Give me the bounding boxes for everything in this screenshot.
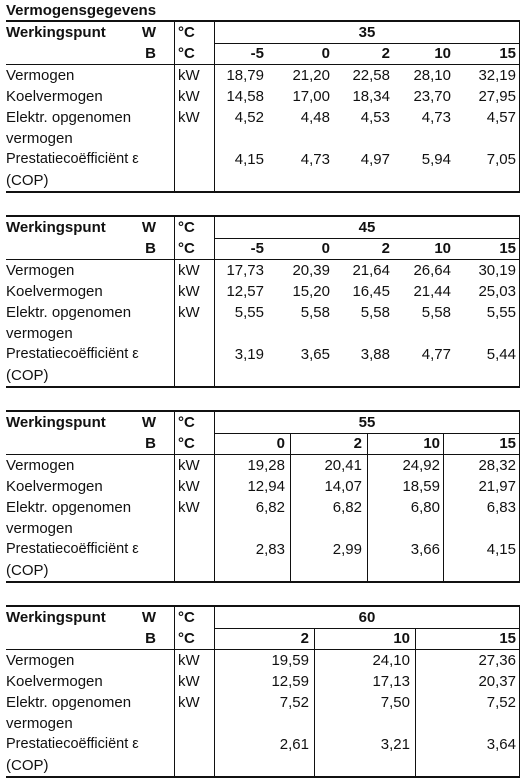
unit-cell: kW [178,457,200,474]
data-cell: 3,64 [486,736,516,753]
data-cell: 24,10 [372,652,410,669]
unit-header: °C [178,435,195,452]
w-header-underline [214,628,520,629]
operating-point-label: Werkingspunt [6,219,106,236]
data-cell: 17,73 [226,262,264,279]
data-cell: 6,83 [486,499,516,516]
performance-tables [6,20,520,778]
data-cell: 17,00 [292,88,330,105]
operating-point-label: Werkingspunt [6,24,106,41]
document-title: Vermogensgegevens [6,2,157,19]
b-label: B [145,630,156,647]
data-cell: 21,64 [352,262,390,279]
data-cell: 3,19 [234,346,264,363]
data-cell: 2,61 [279,736,309,753]
data-cell: 20,37 [478,673,516,690]
table-header-b-row [6,628,520,649]
table-row-cop-cont [6,170,520,191]
table-row-elektr-cont [6,323,520,344]
data-cell: 18,79 [226,67,264,84]
data-cell: 7,50 [380,694,410,711]
unit-header: °C [178,414,195,431]
table-row-vermogen [6,64,520,86]
column-divider [174,22,175,191]
table-row-cop-cont [6,365,520,386]
unit-cell: kW [178,478,200,495]
data-cell: 21,44 [413,283,451,300]
data-cell: 4,73 [300,151,330,168]
data-cell: 19,59 [271,652,309,669]
performance-table [6,215,520,388]
data-cell: 4,53 [360,109,390,126]
unit-cell: kW [178,673,200,690]
w-value: 55 [358,414,376,431]
column-divider [174,607,175,776]
row-label: Koelvermogen [6,88,103,105]
table-row-cop [6,149,520,170]
row-label: Elektr. opgenomen [6,304,132,321]
data-cell: 6,82 [255,499,285,516]
w-label: W [141,609,156,626]
column-divider [214,217,215,386]
w-label: W [141,219,156,236]
row-label-cont: (COP) [6,172,49,189]
data-cell: 19,28 [247,457,285,474]
data-cell: 21,20 [292,67,330,84]
unit-cell: kW [178,109,200,126]
b-label: B [145,240,156,257]
w-label: W [141,414,156,431]
w-header-underline [214,238,520,239]
row-label-cont: (COP) [6,757,49,774]
data-column-divider [314,628,315,776]
data-cell: 3,66 [410,541,440,558]
row-label-cont: vermogen [6,715,73,732]
row-label: Prestatiecoëfficiënt ε [6,151,139,167]
b-value: 2 [353,435,362,452]
data-cell: 14,07 [324,478,362,495]
table-row-elektr [6,302,520,323]
document-page [6,2,520,778]
row-label: Koelvermogen [6,673,103,690]
operating-point-label: Werkingspunt [6,414,106,431]
data-cell: 26,64 [413,262,451,279]
row-label: Vermogen [6,457,75,474]
unit-header: °C [178,24,195,41]
data-cell: 5,94 [421,151,451,168]
row-label-cont: vermogen [6,130,73,147]
operating-point-label: Werkingspunt [6,609,106,626]
table-row-elektr-cont [6,713,520,734]
w-value: 45 [358,219,376,236]
data-column-divider [290,433,291,581]
row-label: Prestatiecoëfficiënt ε [6,346,139,362]
data-cell: 17,13 [372,673,410,690]
data-cell: 20,39 [292,262,330,279]
unit-cell: kW [178,652,200,669]
table-header-w-row [6,22,520,43]
performance-table [6,410,520,583]
b-value: 15 [499,435,516,452]
data-column-divider [443,433,444,581]
data-cell: 27,95 [478,88,516,105]
data-cell: 4,52 [234,109,264,126]
row-label: Prestatiecoëfficiënt ε [6,541,139,557]
unit-cell: kW [178,283,200,300]
table-row-elektr [6,107,520,128]
unit-cell: kW [178,694,200,711]
data-cell: 2,99 [332,541,362,558]
column-divider [214,22,215,191]
table-right-border [519,22,520,191]
table-row-cop-cont [6,755,520,776]
data-cell: 28,10 [413,67,451,84]
table-right-border [519,607,520,776]
b-value: -5 [250,45,264,62]
data-cell: 7,52 [486,694,516,711]
performance-table [6,605,520,778]
data-cell: 5,58 [421,304,451,321]
unit-header: °C [178,240,195,257]
b-value: 10 [434,240,451,257]
data-cell: 4,77 [421,346,451,363]
b-value: 10 [423,435,440,452]
performance-table [6,20,520,193]
w-header-underline [214,43,520,44]
data-cell: 24,92 [402,457,440,474]
w-label: W [141,24,156,41]
column-divider [174,217,175,386]
b-value: 10 [434,45,451,62]
data-cell: 30,19 [478,262,516,279]
row-label: Elektr. opgenomen [6,109,132,126]
data-cell: 2,83 [255,541,285,558]
data-cell: 5,55 [486,304,516,321]
data-cell: 6,82 [332,499,362,516]
data-cell: 7,05 [486,151,516,168]
row-label-cont: vermogen [6,520,73,537]
unit-cell: kW [178,67,200,84]
unit-cell: kW [178,304,200,321]
b-label: B [145,45,156,62]
data-cell: 16,45 [352,283,390,300]
column-divider [174,412,175,581]
row-label: Elektr. opgenomen [6,694,132,711]
unit-cell: kW [178,262,200,279]
row-label: Vermogen [6,262,75,279]
data-cell: 6,80 [410,499,440,516]
data-cell: 25,03 [478,283,516,300]
data-cell: 3,21 [380,736,410,753]
column-divider [214,412,215,581]
unit-header: °C [178,45,195,62]
table-row-cop [6,344,520,365]
data-cell: 4,15 [234,151,264,168]
data-cell: 12,57 [226,283,264,300]
row-label: Vermogen [6,67,75,84]
column-divider [214,607,215,776]
data-cell: 5,58 [360,304,390,321]
data-cell: 5,58 [300,304,330,321]
row-label-cont: (COP) [6,562,49,579]
b-value: 10 [393,630,410,647]
data-cell: 3,88 [360,346,390,363]
b-value: 2 [300,630,309,647]
unit-header: °C [178,609,195,626]
row-label: Vermogen [6,652,75,669]
data-cell: 20,41 [324,457,362,474]
table-row-elektr [6,692,520,713]
table-row-koelvermogen [6,86,520,107]
data-cell: 22,58 [352,67,390,84]
row-label: Koelvermogen [6,478,103,495]
w-value: 35 [358,24,376,41]
table-header-b-row [6,43,520,64]
data-cell: 15,20 [292,283,330,300]
b-label: B [145,435,156,452]
table-row-cop [6,734,520,755]
data-cell: 4,48 [300,109,330,126]
data-cell: 23,70 [413,88,451,105]
b-value: 0 [321,45,330,62]
table-row-koelvermogen [6,671,520,692]
data-cell: 14,58 [226,88,264,105]
data-cell: 21,97 [478,478,516,495]
table-row-koelvermogen [6,281,520,302]
table-row-vermogen [6,259,520,281]
b-value: 15 [499,45,516,62]
data-cell: 5,55 [234,304,264,321]
data-cell: 4,97 [360,151,390,168]
unit-cell: kW [178,88,200,105]
unit-header: °C [178,219,195,236]
data-cell: 12,94 [247,478,285,495]
b-value: 15 [499,240,516,257]
data-cell: 28,32 [478,457,516,474]
row-label: Prestatiecoëfficiënt ε [6,736,139,752]
data-cell: 4,73 [421,109,451,126]
row-label-cont: vermogen [6,325,73,342]
w-value: 60 [358,609,376,626]
data-cell: 4,57 [486,109,516,126]
table-header-b-row [6,238,520,259]
table-row-vermogen [6,649,520,671]
table-header-w-row [6,412,520,433]
row-label: Koelvermogen [6,283,103,300]
unit-cell: kW [178,499,200,516]
row-label: Elektr. opgenomen [6,499,132,516]
table-right-border [519,412,520,581]
data-column-divider [415,628,416,776]
data-cell: 18,59 [402,478,440,495]
b-value: 2 [381,240,390,257]
b-value: 0 [276,435,285,452]
data-cell: 7,52 [279,694,309,711]
b-value: 15 [499,630,516,647]
data-cell: 12,59 [271,673,309,690]
data-cell: 32,19 [478,67,516,84]
b-value: -5 [250,240,264,257]
data-cell: 18,34 [352,88,390,105]
table-row-elektr-cont [6,128,520,149]
data-column-divider [367,433,368,581]
unit-header: °C [178,630,195,647]
b-value: 2 [381,45,390,62]
table-header-w-row [6,217,520,238]
table-right-border [519,217,520,386]
table-header-w-row [6,607,520,628]
data-cell: 27,36 [478,652,516,669]
data-cell: 5,44 [486,346,516,363]
data-cell: 4,15 [486,541,516,558]
row-label-cont: (COP) [6,367,49,384]
b-value: 0 [321,240,330,257]
data-cell: 3,65 [300,346,330,363]
